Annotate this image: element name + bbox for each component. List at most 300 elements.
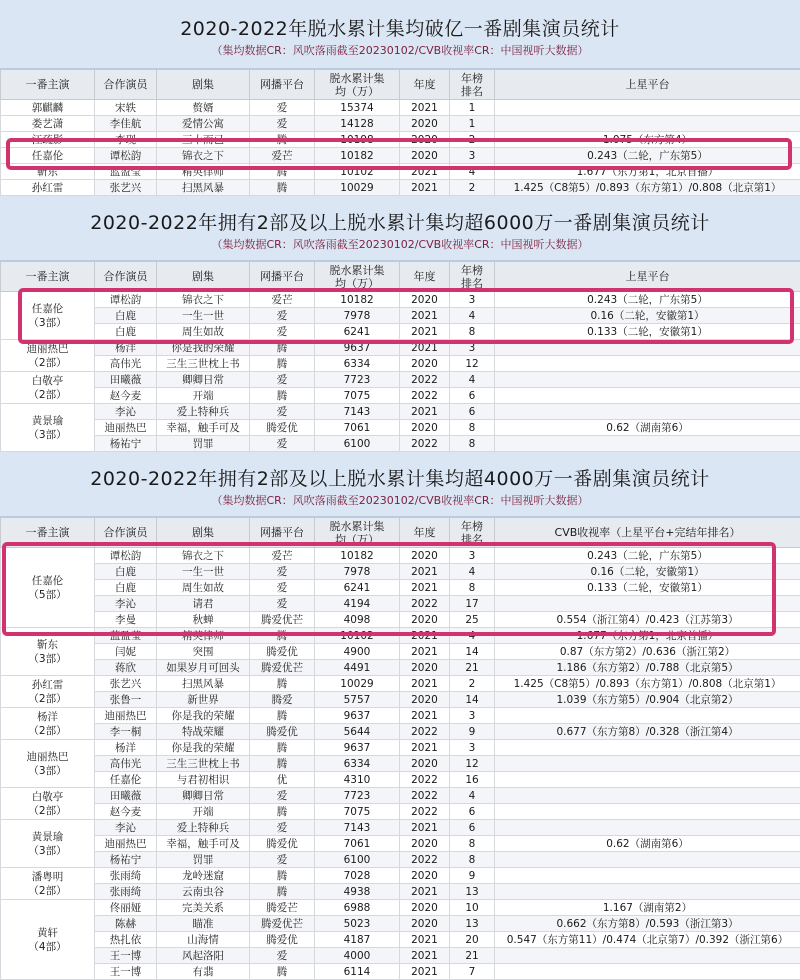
cell-tv xyxy=(495,948,800,964)
cell-tv xyxy=(495,116,800,132)
actor-name: 任嘉伦 xyxy=(1,149,94,163)
cell-tv xyxy=(495,372,800,388)
cell-year: 2022 xyxy=(400,372,450,388)
section1-table xyxy=(0,69,800,196)
cell-drama: 罚罪 xyxy=(157,436,250,452)
cell-rank: 16 xyxy=(450,772,495,788)
cell-drama: 突围 xyxy=(157,644,250,660)
cell-costar: 陈赫 xyxy=(95,916,157,932)
cell-year: 2020 xyxy=(400,900,450,916)
cell-rank: 6 xyxy=(450,820,495,836)
cell-year: 2020 xyxy=(400,292,450,308)
cell-platform: 爱 xyxy=(250,564,315,580)
cell-platform: 腾 xyxy=(250,628,315,644)
cell-rank: 3 xyxy=(450,292,495,308)
table-row xyxy=(1,804,800,820)
table-row xyxy=(1,724,800,740)
header-costar: 合作演员 xyxy=(95,262,157,292)
cell-rank: 4 xyxy=(450,564,495,580)
cell-costar: 张艺兴 xyxy=(95,676,157,692)
cell-tv xyxy=(495,884,800,900)
cell-drama: 三生三世枕上书 xyxy=(157,756,250,772)
actor-count: （2部） xyxy=(1,724,94,738)
cell-tv xyxy=(495,388,800,404)
cell-tv: 0.62（湖南第6） xyxy=(495,420,800,436)
cell-platform: 爱 xyxy=(250,372,315,388)
cell-value: 4194 xyxy=(315,596,400,612)
table-row xyxy=(1,180,800,196)
cell-year: 2020 xyxy=(400,692,450,708)
actor-count: （4部） xyxy=(1,940,94,954)
table-row xyxy=(1,852,800,868)
cell-value: 10102 xyxy=(315,164,400,180)
cell-platform: 腾 xyxy=(250,340,315,356)
cell-tv xyxy=(495,756,800,772)
cell-costar: 白鹿 xyxy=(95,324,157,340)
cell-rank: 4 xyxy=(450,308,495,324)
cell-rank: 8 xyxy=(450,852,495,868)
cell-actor xyxy=(1,404,95,452)
cell-rank: 8 xyxy=(450,436,495,452)
table-row xyxy=(1,420,800,436)
actor-name: 黄景瑜 xyxy=(1,830,94,844)
cell-value: 6241 xyxy=(315,324,400,340)
cell-actor xyxy=(1,180,95,196)
cell-platform: 腾爱优芒 xyxy=(250,916,315,932)
cell-drama: 爱上特种兵 xyxy=(157,404,250,420)
cell-tv xyxy=(495,852,800,868)
cell-year: 2021 xyxy=(400,628,450,644)
cell-costar: 闫妮 xyxy=(95,644,157,660)
cell-year: 2021 xyxy=(400,100,450,116)
cell-year: 2021 xyxy=(400,964,450,980)
cell-tv xyxy=(495,404,800,420)
cell-tv xyxy=(495,868,800,884)
cell-platform: 腾 xyxy=(250,740,315,756)
table-row xyxy=(1,772,800,788)
cell-platform: 腾 xyxy=(250,164,315,180)
cell-year: 2020 xyxy=(400,756,450,772)
cell-year: 2021 xyxy=(400,676,450,692)
cell-tv: 1.167（湖南第2） xyxy=(495,900,800,916)
cell-value: 10182 xyxy=(315,548,400,564)
cell-platform: 腾 xyxy=(250,356,315,372)
cell-costar: 王一博 xyxy=(95,964,157,980)
cell-platform: 腾 xyxy=(250,132,315,148)
cell-rank: 14 xyxy=(450,644,495,660)
cell-tv: 0.16（二轮，安徽第1） xyxy=(495,308,800,324)
cell-year: 2020 xyxy=(400,132,450,148)
cell-costar: 赵今麦 xyxy=(95,388,157,404)
cell-drama: 卿卿日常 xyxy=(157,372,250,388)
actor-count: （2部） xyxy=(1,388,94,402)
cell-platform: 腾爱优 xyxy=(250,644,315,660)
cell-year: 2022 xyxy=(400,804,450,820)
actor-name: 黄轩 xyxy=(1,926,94,940)
cell-actor xyxy=(1,740,95,788)
cell-value: 4098 xyxy=(315,612,400,628)
cell-actor xyxy=(1,820,95,868)
actor-count: （2部） xyxy=(1,804,94,818)
cell-value: 7143 xyxy=(315,404,400,420)
table-row xyxy=(1,884,800,900)
cell-platform: 腾爱 xyxy=(250,692,315,708)
cell-platform: 爱 xyxy=(250,100,315,116)
cell-drama: 罚罪 xyxy=(157,852,250,868)
table-row xyxy=(1,388,800,404)
cell-year: 2021 xyxy=(400,644,450,660)
cell-actor xyxy=(1,788,95,820)
table-row xyxy=(1,932,800,948)
cell-drama: 有翡 xyxy=(157,964,250,980)
cell-rank: 9 xyxy=(450,724,495,740)
header-drama: 剧集 xyxy=(157,70,250,100)
cell-rank: 4 xyxy=(450,372,495,388)
cell-drama: 锦衣之下 xyxy=(157,548,250,564)
cell-value: 7061 xyxy=(315,836,400,852)
cell-year: 2021 xyxy=(400,564,450,580)
cell-platform: 腾 xyxy=(250,804,315,820)
actor-name: 白敬亭 xyxy=(1,374,94,388)
header-costar: 合作演员 xyxy=(95,518,157,548)
cell-year: 2020 xyxy=(400,660,450,676)
actor-count: （3部） xyxy=(1,428,94,442)
actor-name: 孙红雷 xyxy=(1,181,94,195)
actor-name: 江疏影 xyxy=(1,133,94,147)
cell-drama: 卿卿日常 xyxy=(157,788,250,804)
cell-value: 4187 xyxy=(315,932,400,948)
cell-costar: 杨祐宁 xyxy=(95,852,157,868)
table-row xyxy=(1,948,800,964)
cell-value: 5023 xyxy=(315,916,400,932)
cell-costar: 李沁 xyxy=(95,820,157,836)
section3-title: 2020-2022年拥有2部及以上脱水累计集均超4000万一番剧集演员统计 xyxy=(0,464,800,491)
cell-value: 7075 xyxy=(315,388,400,404)
header-tv: 上星平台 xyxy=(495,262,800,292)
cell-rank: 6 xyxy=(450,804,495,820)
cell-rank: 3 xyxy=(450,708,495,724)
cell-drama: 三十而已 xyxy=(157,132,250,148)
cell-platform: 腾 xyxy=(250,964,315,980)
actor-count: （3部） xyxy=(1,764,94,778)
cell-tv: 0.62（湖南第6） xyxy=(495,836,800,852)
cell-value: 10182 xyxy=(315,292,400,308)
cell-value: 10182 xyxy=(315,148,400,164)
cell-tv xyxy=(495,436,800,452)
cell-tv xyxy=(495,356,800,372)
cell-year: 2022 xyxy=(400,388,450,404)
cell-value: 6334 xyxy=(315,756,400,772)
cell-year: 2020 xyxy=(400,548,450,564)
actor-count: （3部） xyxy=(1,844,94,858)
cell-drama: 三生三世枕上书 xyxy=(157,356,250,372)
cell-drama: 你是我的荣耀 xyxy=(157,740,250,756)
cell-platform: 爱 xyxy=(250,820,315,836)
header-rank: 年榜排名 xyxy=(450,262,495,292)
header-year: 年度 xyxy=(400,262,450,292)
section2-title: 2020-2022年拥有2部及以上脱水累计集均超6000万一番剧集演员统计 xyxy=(0,208,800,235)
table-row xyxy=(1,100,800,116)
cell-costar: 张艺兴 xyxy=(95,180,157,196)
header-year: 年度 xyxy=(400,70,450,100)
cell-costar: 李沁 xyxy=(95,404,157,420)
cell-drama: 扫黑风暴 xyxy=(157,676,250,692)
actor-count: （5部） xyxy=(1,588,94,602)
cell-year: 2020 xyxy=(400,116,450,132)
cell-year: 2021 xyxy=(400,308,450,324)
cell-tv: 1.425（C8第5）/0.893（东方第1）/0.808（北京第1） xyxy=(495,180,800,196)
cell-platform: 爱芒 xyxy=(250,148,315,164)
cell-year: 2021 xyxy=(400,948,450,964)
cell-rank: 8 xyxy=(450,420,495,436)
actor-name: 杨洋 xyxy=(1,710,94,724)
cell-costar: 田曦薇 xyxy=(95,372,157,388)
header-drama: 剧集 xyxy=(157,518,250,548)
cell-costar: 蓝盈莹 xyxy=(95,628,157,644)
cell-year: 2020 xyxy=(400,356,450,372)
cell-year: 2020 xyxy=(400,916,450,932)
cell-costar: 王一博 xyxy=(95,948,157,964)
header-platform: 网播平台 xyxy=(250,262,315,292)
cell-value: 4000 xyxy=(315,948,400,964)
actor-name: 黄景瑜 xyxy=(1,414,94,428)
actor-name: 孙红雷 xyxy=(1,678,94,692)
cell-costar: 李佳航 xyxy=(95,116,157,132)
cell-tv: 0.133（二轮，安徽第1） xyxy=(495,580,800,596)
table-row xyxy=(1,756,800,772)
cell-year: 2021 xyxy=(400,340,450,356)
cell-year: 2020 xyxy=(400,420,450,436)
cell-tv: 1.186（东方第2）/0.788（北京第5） xyxy=(495,660,800,676)
header-platform: 网播平台 xyxy=(250,518,315,548)
cell-drama: 如果岁月可回头 xyxy=(157,660,250,676)
cell-drama: 瞄准 xyxy=(157,916,250,932)
table-row xyxy=(1,660,800,676)
table-row xyxy=(1,644,800,660)
cell-drama: 与君初相识 xyxy=(157,772,250,788)
cell-value: 4900 xyxy=(315,644,400,660)
header-tv: 上星平台 xyxy=(495,70,800,100)
actor-name: 任嘉伦 xyxy=(1,302,94,316)
cell-value: 4491 xyxy=(315,660,400,676)
cell-year: 2022 xyxy=(400,772,450,788)
table-row xyxy=(1,900,800,916)
cell-rank: 6 xyxy=(450,388,495,404)
cell-platform: 优 xyxy=(250,772,315,788)
cell-rank: 3 xyxy=(450,148,495,164)
highlight-box-3 xyxy=(2,542,776,636)
cell-drama: 扫黑风暴 xyxy=(157,180,250,196)
cell-year: 2022 xyxy=(400,596,450,612)
cell-costar: 迪丽热巴 xyxy=(95,420,157,436)
cell-value: 9637 xyxy=(315,708,400,724)
cell-rank: 4 xyxy=(450,628,495,644)
cell-year: 2022 xyxy=(400,852,450,868)
cell-rank: 4 xyxy=(450,164,495,180)
cell-platform: 腾爱优芒 xyxy=(250,612,315,628)
actor-name: 迪丽热巴 xyxy=(1,750,94,764)
cell-drama: 山海情 xyxy=(157,932,250,948)
table-row xyxy=(1,868,800,884)
section1-title: 2020-2022年脱水累计集均破亿一番剧集演员统计 xyxy=(0,14,800,41)
cell-costar: 李一桐 xyxy=(95,724,157,740)
header-rank: 年榜排名 xyxy=(450,70,495,100)
cell-rank: 10 xyxy=(450,900,495,916)
cell-value: 6988 xyxy=(315,900,400,916)
cell-rank: 1 xyxy=(450,116,495,132)
table-row xyxy=(1,404,800,420)
table-row xyxy=(1,836,800,852)
cell-value: 6100 xyxy=(315,852,400,868)
cell-year: 2021 xyxy=(400,164,450,180)
cell-platform: 腾爱优 xyxy=(250,420,315,436)
cell-costar: 杨祐宁 xyxy=(95,436,157,452)
cell-platform: 腾爱优 xyxy=(250,932,315,948)
cell-value: 4310 xyxy=(315,772,400,788)
highlight-box-1 xyxy=(6,138,792,170)
cell-costar: 白鹿 xyxy=(95,564,157,580)
cell-drama: 赘婿 xyxy=(157,100,250,116)
cell-tv xyxy=(495,708,800,724)
cell-drama: 特战荣耀 xyxy=(157,724,250,740)
cell-costar: 白鹿 xyxy=(95,580,157,596)
actor-count: （2部） xyxy=(1,356,94,370)
cell-value: 6241 xyxy=(315,580,400,596)
cell-tv: 0.677（东方第8）/0.328（浙江第4） xyxy=(495,724,800,740)
cell-rank: 1 xyxy=(450,100,495,116)
cell-drama: 爱情公寓 xyxy=(157,116,250,132)
cell-drama: 一生一世 xyxy=(157,564,250,580)
actor-count: （3部） xyxy=(1,316,94,330)
cell-value: 5644 xyxy=(315,724,400,740)
cell-costar: 李沁 xyxy=(95,596,157,612)
cell-tv: 0.133（二轮，安徽第1） xyxy=(495,324,800,340)
cell-value: 15374 xyxy=(315,100,400,116)
cell-costar: 赵今麦 xyxy=(95,804,157,820)
cell-costar: 蓝盈莹 xyxy=(95,164,157,180)
cell-costar: 李曼 xyxy=(95,612,157,628)
cell-year: 2022 xyxy=(400,436,450,452)
section2-subtitle: （集均数据CR：风吹落雨截至20230102/CVB收视率CR：中国视听大数据） xyxy=(0,236,800,252)
cell-year: 2021 xyxy=(400,580,450,596)
cell-tv: 0.547（东方第11）/0.474（北京第7）/0.392（浙江第6） xyxy=(495,932,800,948)
cell-costar: 佟丽娅 xyxy=(95,900,157,916)
cell-drama: 周生如故 xyxy=(157,324,250,340)
header-value: 脱水累计集均（万） xyxy=(315,262,400,292)
header-actor: 一番主演 xyxy=(1,518,95,548)
cell-platform: 腾 xyxy=(250,388,315,404)
cell-year: 2021 xyxy=(400,324,450,340)
actor-name: 靳东 xyxy=(1,638,94,652)
table-row xyxy=(1,372,800,388)
cell-tv xyxy=(495,788,800,804)
cell-actor xyxy=(1,372,95,404)
cell-rank: 3 xyxy=(450,548,495,564)
cell-drama: 开端 xyxy=(157,804,250,820)
cell-year: 2020 xyxy=(400,836,450,852)
cell-rank: 7 xyxy=(450,964,495,980)
cell-tv xyxy=(495,804,800,820)
cell-platform: 腾 xyxy=(250,180,315,196)
actor-name: 任嘉伦 xyxy=(1,574,94,588)
cell-drama: 开端 xyxy=(157,388,250,404)
cell-value: 9637 xyxy=(315,340,400,356)
cell-rank: 13 xyxy=(450,916,495,932)
cell-value: 5757 xyxy=(315,692,400,708)
cell-platform: 爱 xyxy=(250,324,315,340)
cell-value: 7061 xyxy=(315,420,400,436)
cell-year: 2020 xyxy=(400,612,450,628)
cell-costar: 谭松韵 xyxy=(95,148,157,164)
cell-platform: 腾爱芒 xyxy=(250,900,315,916)
cell-year: 2021 xyxy=(400,708,450,724)
cell-year: 2020 xyxy=(400,148,450,164)
cell-drama: 周生如故 xyxy=(157,580,250,596)
cell-platform: 爱 xyxy=(250,116,315,132)
cell-value: 9637 xyxy=(315,740,400,756)
cell-drama: 锦衣之下 xyxy=(157,148,250,164)
cell-drama: 你是我的荣耀 xyxy=(157,708,250,724)
cell-tv: 0.243（二轮，广东第5） xyxy=(495,292,800,308)
cell-value: 7978 xyxy=(315,308,400,324)
cell-drama: 云南虫谷 xyxy=(157,884,250,900)
cell-rank: 21 xyxy=(450,948,495,964)
cell-tv: 0.87（东方第2）/0.636（浙江第2） xyxy=(495,644,800,660)
cell-rank: 17 xyxy=(450,596,495,612)
actor-count: （2部） xyxy=(1,884,94,898)
cell-tv xyxy=(495,740,800,756)
cell-value: 10102 xyxy=(315,628,400,644)
cell-year: 2022 xyxy=(400,788,450,804)
cell-rank: 8 xyxy=(450,836,495,852)
cell-costar: 热扎依 xyxy=(95,932,157,948)
cell-rank: 2 xyxy=(450,132,495,148)
cell-rank: 8 xyxy=(450,580,495,596)
cell-tv xyxy=(495,820,800,836)
cell-drama: 锦衣之下 xyxy=(157,292,250,308)
cell-tv: 0.243（二轮，广东第5） xyxy=(495,548,800,564)
cell-costar: 高伟光 xyxy=(95,756,157,772)
cell-year: 2021 xyxy=(400,740,450,756)
cell-drama: 精英律师 xyxy=(157,628,250,644)
highlight-box-2 xyxy=(18,288,794,344)
cell-value: 4938 xyxy=(315,884,400,900)
cell-tv: 1.075（东方第4） xyxy=(495,132,800,148)
cell-value: 7723 xyxy=(315,788,400,804)
table-row xyxy=(1,964,800,980)
header-value: 脱水累计集均（万） xyxy=(315,518,400,548)
cell-value: 10029 xyxy=(315,180,400,196)
cell-value: 7028 xyxy=(315,868,400,884)
cell-costar: 杨洋 xyxy=(95,340,157,356)
cell-drama: 一生一世 xyxy=(157,308,250,324)
cell-tv: 0.16（二轮，安徽第1） xyxy=(495,564,800,580)
cell-costar: 迪丽热巴 xyxy=(95,708,157,724)
cell-actor xyxy=(1,868,95,900)
cell-tv: 1.039（东方第5）/0.904（北京第2） xyxy=(495,692,800,708)
cell-drama: 新世界 xyxy=(157,692,250,708)
table-row xyxy=(1,708,800,724)
cell-drama: 风起洛阳 xyxy=(157,948,250,964)
cell-costar: 任嘉伦 xyxy=(95,772,157,788)
cell-platform: 爱芒 xyxy=(250,292,315,308)
cell-drama: 秋蝉 xyxy=(157,612,250,628)
cell-costar: 白鹿 xyxy=(95,308,157,324)
cell-costar: 张鲁一 xyxy=(95,692,157,708)
header-year: 年度 xyxy=(400,518,450,548)
cell-rank: 14 xyxy=(450,692,495,708)
cell-platform: 爱 xyxy=(250,948,315,964)
